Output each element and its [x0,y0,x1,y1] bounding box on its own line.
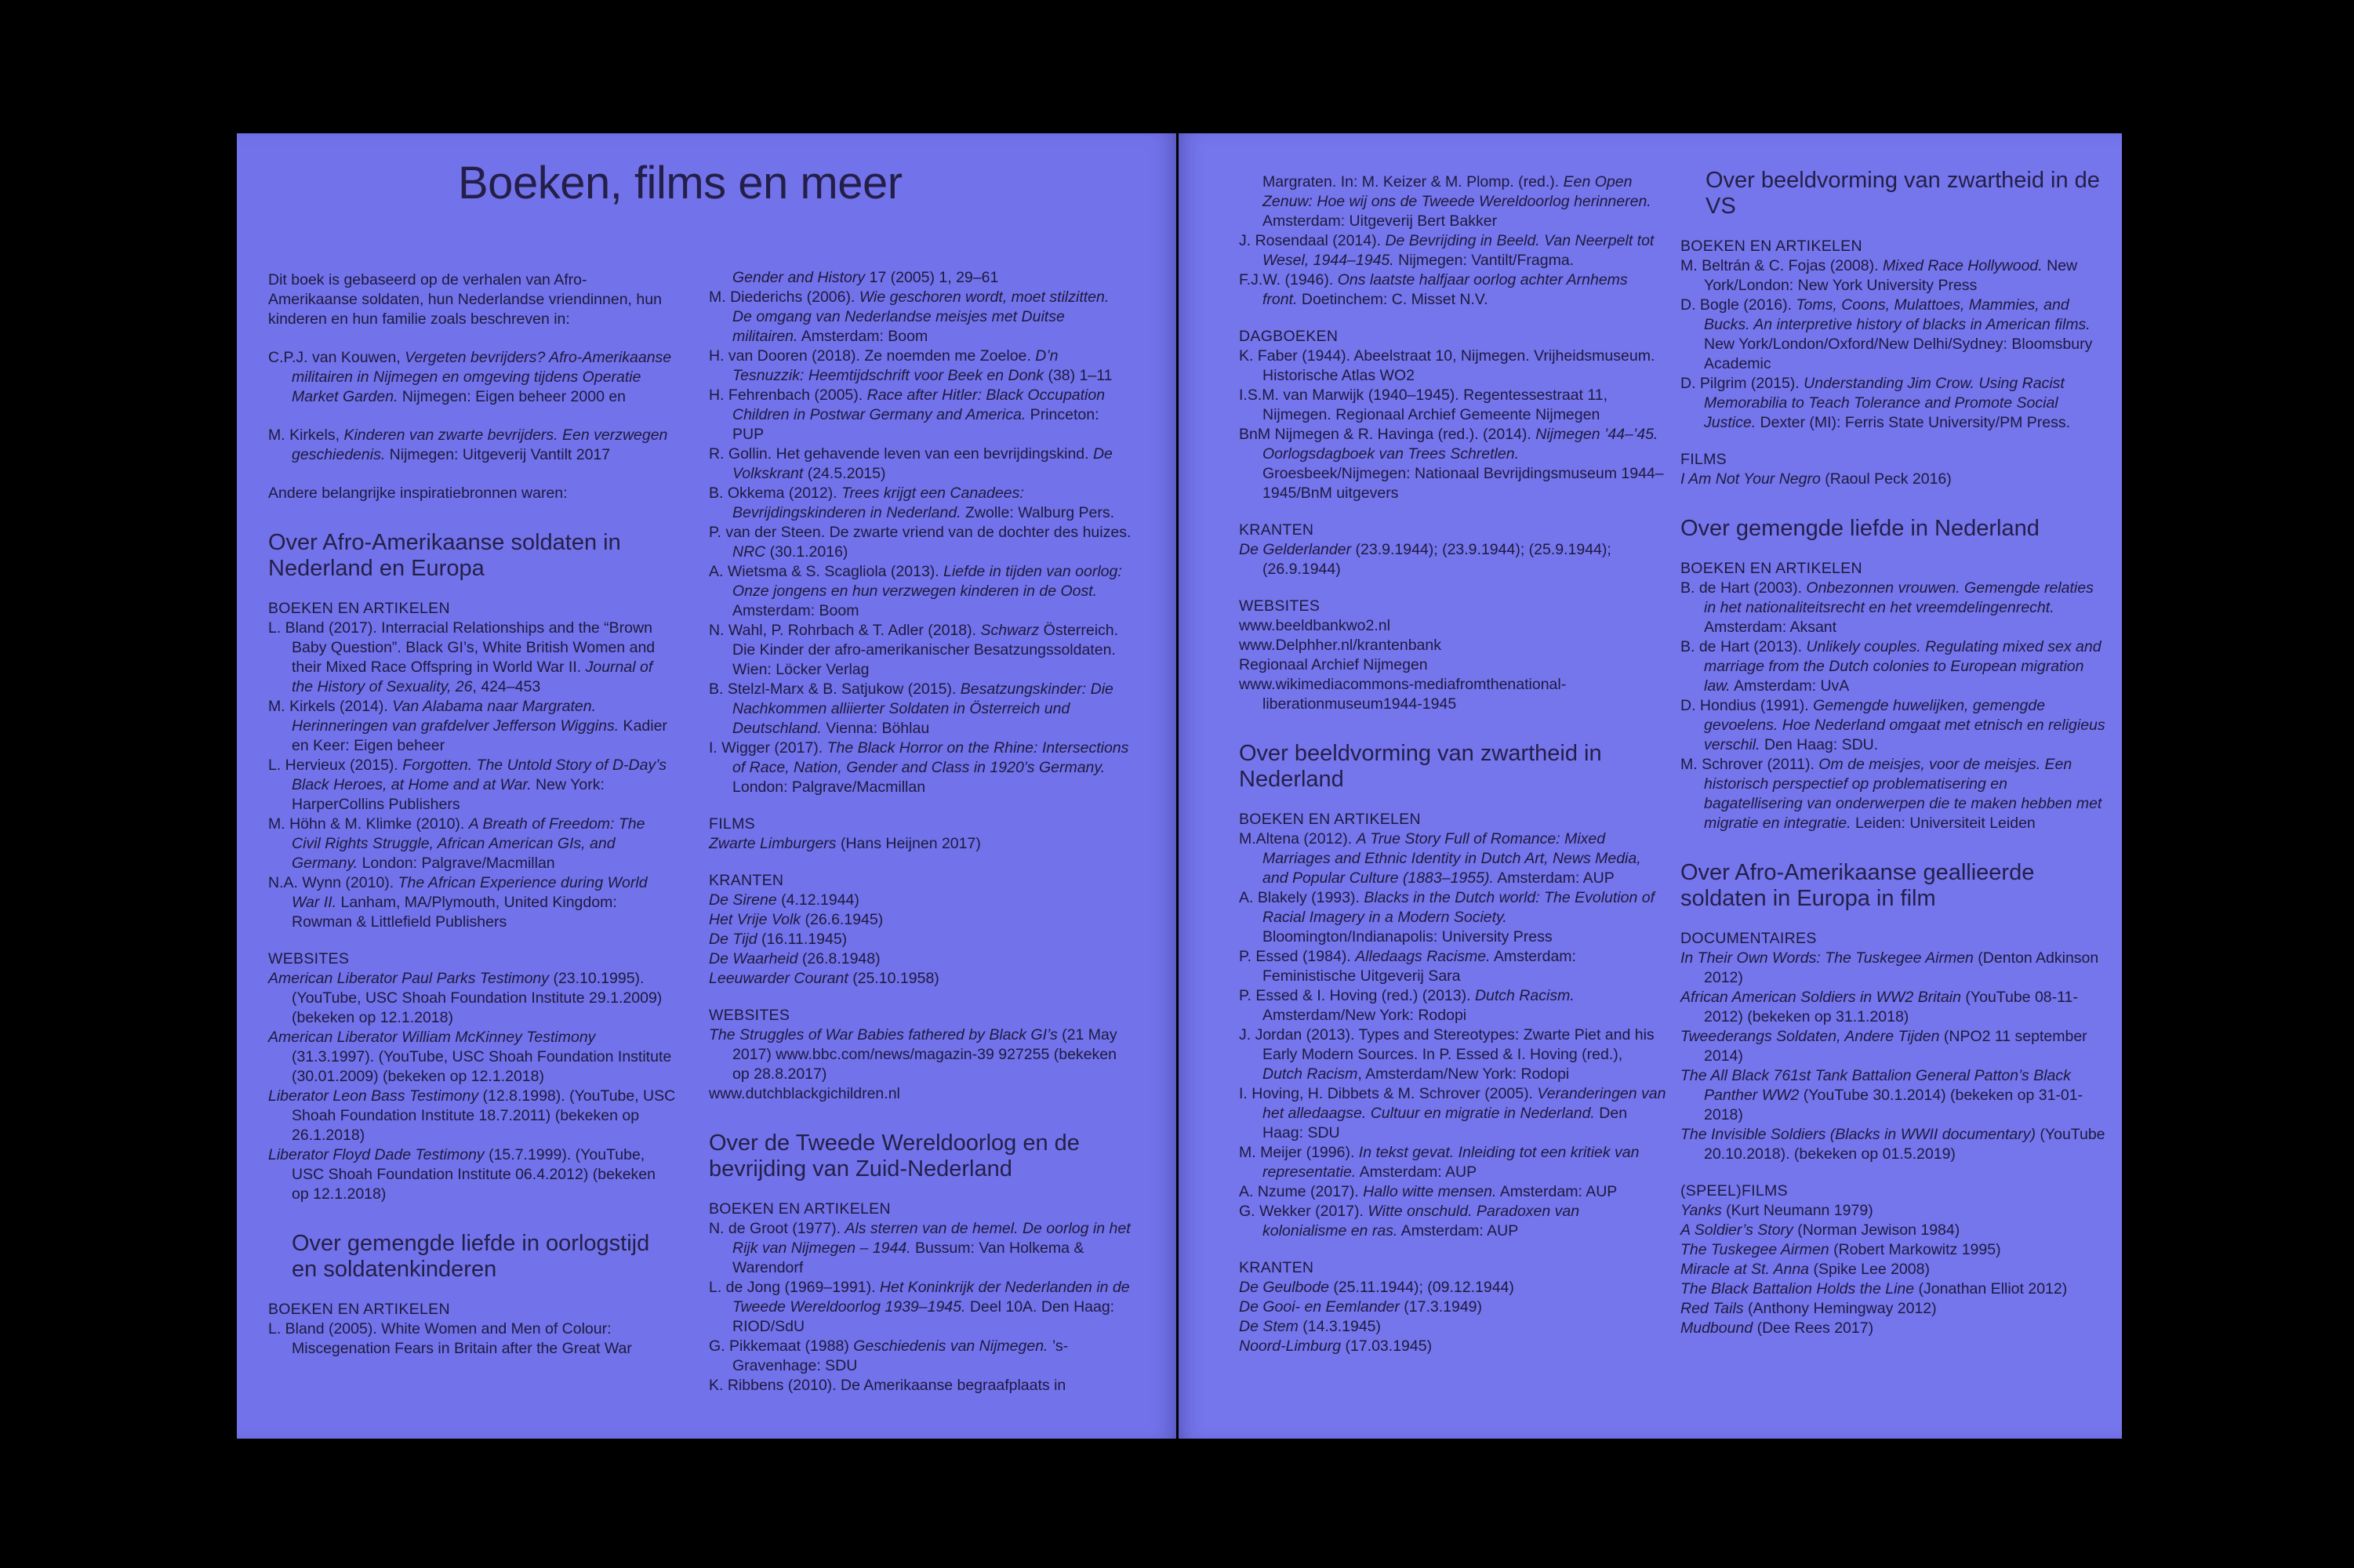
page-title: Boeken, films en meer [458,158,903,209]
left-page [237,133,1176,1439]
bib-entry: M. Schrover (2011). Om de meisjes, voor de meisjes. Een historisch perspectief op problematisering en bagatellisering van onderwerpen die te maken hebben met migratie en integratie. Leiden: Universiteit Leiden [1680,756,2102,832]
bib-entry: M. Beltrán & C. Fojas (2008). Mixed Race Hollywood. New York/London: New York University Press [1680,257,2078,294]
bib-entry: K. Ribbens (2010). De Amerikaanse begraafplaats in [709,1377,1066,1394]
bib-entry: B. Okkema (2012). Trees krijgt een Canadees: Bevrijdingskinderen in Nederland. Zwolle: Walburg Pers. [709,485,1115,521]
category-label: (SPEEL)FILMS [1680,1182,1788,1200]
web-entry: Regionaal Archief Nijmegen [1239,656,1428,673]
film-entry: Zwarte Limburgers (Hans Heijnen 2017) [709,835,981,852]
bib-entry: P. Essed & I. Hoving (red.) (2013). Dutch Racism. Amsterdam/New York: Rodopi [1239,987,1575,1024]
section-heading: Over gemengde liefde in Nederland [1680,516,2040,541]
bib-entry: F.J.W. (1946). Ons laatste halfjaar oorlog achter Arnhems front. Doetinchem: C. Misset N.V. [1239,271,1628,308]
bib-entry: H. Fehrenbach (2005). Race after Hitler: Black Occupation Children in Postwar Germany and America. Princeton: PUP [709,387,1106,443]
documentary-entry: The All Black 761st Tank Battalion General Patton’s Black Panther WW2 (YouTube 30.1.2014) (bekeken op 31-01-2018) [1680,1067,2083,1123]
category-label: DAGBOEKEN [1239,328,1339,345]
bib-entry: M.Altena (2012). A True Story Full of Romance: Mixed Marriages and Ethnic Identity in Dutch Art, News Media, and Popular Culture (1883–1955). Amsterdam: AUP [1239,830,1641,887]
category-label: FILMS [1680,451,1727,468]
bib-entry: Margraten. In: M. Keizer & M. Plomp. (red.). Een Open Zenuw: Hoe wij ons de Tweede Wereldoorlog herinneren. Amsterdam: Uitgeverij Bert Bakker [1262,173,1651,230]
bib-entry: A. Nzume (2017). Hallo witte mensen. Amsterdam: AUP [1239,1183,1618,1200]
category-label: BOEKEN EN ARTIKELEN [1680,238,1862,255]
category-label: FILMS [709,815,755,833]
bib-entry: L. Hervieux (2015). Forgotten. The Untold Story of D-Day’s Black Heroes, at Home and at War. New York: HarperCollins Publishers [268,757,667,813]
bib-entry: J. Jordan (2013). Types and Stereotypes: Zwarte Piet and his Early Modern Sources. In P. Essed & I. Hoving (red.), Dutch Racism, Amsterdam/New York: Rodopi [1239,1026,1655,1083]
bib-entry: J. Rosendaal (2014). De Bevrijding in Beeld. Van Neerpelt tot Wesel, 1944–1945. Nijmegen: Vantilt/Fragma. [1239,232,1655,269]
bib-entry: G. Wekker (2017). Witte onschuld. Paradoxen van kolonialisme en ras. Amsterdam: AUP [1239,1203,1580,1240]
bib-entry: M. Meijer (1996). In tekst gevat. Inleiding tot een kritiek van representatie. Amsterdam: AUP [1239,1144,1640,1181]
category-label: BOEKEN EN ARTIKELEN [268,1301,450,1318]
category-label: KRANTEN [1239,1259,1314,1276]
right-column-2 [1680,157,2108,1338]
bib-entry: N.A. Wynn (2010). The African Experience during World War II. Lanham, MA/Plymouth, United Kingdom: Rowman & Littlefield Publishers [268,874,648,931]
documentary-entry: In Their Own Words: The Tuskegee Airmen (Denton Adkinson 2012) [1680,949,2099,986]
right-column-1 [1239,172,1666,1356]
web-entry: Liberator Leon Bass Testimony (12.8.1998). (YouTube, USC Shoah Foundation Institute 18.7.2011) (bekeken op 26.1.2018) [268,1087,676,1144]
section-heading: Over beeldvorming van zwartheid in de VS [1706,168,2100,219]
right-page [1179,133,2122,1439]
web-entry: The Struggles of War Babies fathered by Black GI’s (21 May 2017) www.bbc.com/news/magazin-39 927255 (bekeken op 28.8.2017) [709,1026,1117,1083]
bib-entry: L. de Jong (1969–1991). Het Koninkrijk der Nederlanden in de Tweede Wereldoorlog 1939–1945. Deel 10A. Den Haag: RIOD/SdU [709,1279,1130,1335]
category-label: KRANTEN [709,872,784,889]
source-entry: C.P.J. van Kouwen, Vergeten bevrijders? Afro-Amerikaanse militairen in Nijmegen en omgeving tijdens Operatie Market Garden. Nijmegen: Eigen beheer 2000 en [268,349,672,405]
bib-entry: I. Hoving, H. Dibbets & M. Schrover (2005). Veranderingen van het alledaagse. Cultuur en migratie in Nederland. Den Haag: SDU [1239,1085,1666,1142]
bib-entry: N. de Groot (1977). Als sterren van de hemel. De oorlog in het Rijk van Nijmegen – 1944. Bussum: Van Holkema & Warendorf [709,1220,1131,1276]
web-entry: American Liberator William McKinney Testimony (31.3.1997). (YouTube, USC Shoah Foundation Institute (30.01.2009) (bekeken op 12.1.2018) [268,1029,672,1085]
newspaper-entry: De Sirene (4.12.1944) [709,891,859,909]
section-heading: Over de Tweede Wereldoorlog en de bevrijding van Zuid-Nederland [709,1131,1080,1181]
category-label: WEBSITES [709,1007,790,1024]
bib-entry: H. van Dooren (2018). Ze noemden me Zoeloe. D’n Tesnuzzik: Heemtijdschrift voor Beek en Donk (38) 1–11 [709,347,1113,384]
documentary-entry: African American Soldiers in WW2 Britain (YouTube 08-11-2012) (bekeken op 31.1.2018) [1680,989,2078,1025]
diary-entry: K. Faber (1944). Abeelstraat 10, Nijmegen. Vrijheidsmuseum. Historische Atlas WO2 [1239,347,1655,384]
bib-entry: D. Pilgrim (2015). Understanding Jim Crow. Using Racist Memorabilia to Teach Tolerance and Promote Social Justice. Dexter (MI): Ferris State University/PM Press. [1680,375,2071,431]
left-column-1 [268,270,676,1359]
bib-entry: M. Diederichs (2006). Wie geschoren wordt, moet stilzitten. De omgang van Nederlandse meisjes met Duitse militairen. Amsterdam: Boom [709,289,1110,345]
film-entry: Red Tails (Anthony Hemingway 2012) [1680,1300,1937,1317]
category-label: BOEKEN EN ARTIKELEN [268,600,450,617]
section-heading: Over Afro-Amerikaanse geallieerde soldaten in Europa in film [1680,860,2035,911]
section-heading: Over Afro-Amerikaanse soldaten in Nederland en Europa [268,530,621,581]
web-entry: Liberator Floyd Dade Testimony (15.7.1999). (YouTube, USC Shoah Foundation Institute 06.4.2012) (bekeken op 12.1.2018) [268,1146,656,1203]
bib-entry: L. Bland (2005). White Women and Men of Colour: Miscegenation Fears in Britain after the Great War [268,1320,632,1357]
category-label: BOEKEN EN ARTIKELEN [1680,560,1862,577]
category-label: WEBSITES [1239,597,1320,615]
category-label: DOCUMENTAIRES [1680,930,1817,947]
bib-entry: N. Wahl, P. Rohrbach & T. Adler (2018). Schwarz Österreich. Die Kinder der afro-amerikanischer Besatzungssoldaten. Wien: Löcker Verlag [709,622,1119,678]
section-heading: Over beeldvorming van zwartheid in Nederland [1239,741,1602,792]
category-label: BOEKEN EN ARTIKELEN [709,1200,891,1218]
bib-entry: P. van der Steen. De zwarte vriend van de dochter des huizes. NRC (30.1.2016) [709,524,1132,561]
newspaper-entry: Noord-Limburg (17.03.1945) [1239,1338,1433,1355]
other-sources-text: Andere belangrijke inspiratiebronnen waren: [268,485,568,502]
bib-entry: G. Pikkemaat (1988) Geschiedenis van Nijmegen. ’s-Gravenhage: SDU [709,1338,1069,1374]
film-entry: I Am Not Your Negro (Raoul Peck 2016) [1680,470,1952,488]
bib-entry: R. Gollin. Het gehavende leven van een bevrijdingskind. De Volkskrant (24.5.2015) [709,445,1113,482]
film-entry: The Tuskegee Airmen (Robert Markowitz 1995) [1680,1241,2001,1258]
diary-entry: I.S.M. van Marwijk (1940–1945). Regentessestraat 11, Nijmegen. Regionaal Archief Gemeente Nijmegen [1239,387,1608,423]
section-heading: Over gemengde liefde in oorlogstijd en soldatenkinderen [292,1231,650,1282]
newspaper-entry: De Gelderlander (23.9.1944); (23.9.1944); (25.9.1944); (26.9.1944) [1239,541,1611,578]
bib-entry: A. Blakely (1993). Blacks in the Dutch world: The Evolution of Racial Imagery in a Modern Society. Bloomington/Indianapolis: University Press [1239,889,1655,946]
web-entry: www.beeldbankwo2.nl [1239,617,1390,634]
film-entry: A Soldier’s Story (Norman Jewison 1984) [1680,1221,1960,1239]
diary-entry: BnM Nijmegen & R. Havinga (red.). (2014). Nijmegen ’44–’45. Oorlogsdagboek van Trees Schretlen. Groesbeek/Nijmegen: Nationaal Bevrijdingsmuseum 1944–1945/BnM uitgevers [1239,426,1664,502]
source-entry: M. Kirkels, Kinderen van zwarte bevrijders. Een verzwegen geschiedenis. Nijmegen: Uitgeverij Vantilt 2017 [268,426,668,463]
newspaper-entry: De Geulbode (25.11.1944); (09.12.1944) [1239,1279,1514,1296]
intro-text: Dit boek is gebaseerd op de verhalen van Afro-Amerikaanse soldaten, hun Nederlandse vriendinnen, hun kinderen en hun familie zoals beschreven in: [268,271,662,328]
bib-entry: A. Wietsma & S. Scagliola (2013). Liefde in tijden van oorlog: Onze jongens en hun verzwegen kinderen in de Oost. Amsterdam: Boom [709,563,1122,619]
bib-entry: D. Hondius (1991). Gemengde huwelijken, gemengde gevoelens. Hoe Nederland omgaat met etnisch en religieus verschil. Den Haag: SDU. [1680,697,2105,753]
newspaper-entry: De Tijd (16.11.1945) [709,931,848,948]
film-entry: The Black Battalion Holds the Line (Jonathan Elliot 2012) [1680,1280,2068,1298]
newspaper-entry: De Gooi- en Eemlander (17.3.1949) [1239,1298,1483,1316]
web-entry: www.wikimediacommons-mediafromthenational-liberationmuseum1944-1945 [1239,676,1567,713]
newspaper-entry: De Stem (14.3.1945) [1239,1318,1382,1335]
bib-entry: B. Stelzl-Marx & B. Satjukow (2015). Besatzungskinder: Die Nachkommen alliierter Soldaten in Österreich und Deutschland. Vienna: Böhlau [709,681,1113,737]
bib-entry: M. Höhn & M. Klimke (2010). A Breath of Freedom: The Civil Rights Struggle, African American GIs, and Germany. London: Palgrave/Macmillan [268,815,645,872]
category-label: BOEKEN EN ARTIKELEN [1239,811,1421,828]
web-entry: www.dutchblackgichildren.nl [709,1085,900,1102]
bib-entry: P. Essed (1984). Alledaags Racisme. Amsterdam: Feministische Uitgeverij Sara [1239,948,1576,985]
category-label: WEBSITES [268,950,350,967]
web-entry: www.Delphher.nl/krantenbank [1239,637,1441,654]
bib-entry: B. de Hart (2013). Unlikely couples. Regulating mixed sex and marriage from the Dutch colonies to European migration law. Amsterdam: UvA [1680,638,2102,695]
bib-entry: M. Kirkels (2014). Van Alabama naar Margraten. Herinneringen van grafdelver Jefferson Wiggins. Kadier en Keer: Eigen beheer [268,698,667,754]
bib-entry: L. Bland (2017). Interracial Relationships and the “Brown Baby Question”. Black GI’s, White British Women and their Mixed Race Offspring in World War II. Journal of the History of Sexuality, 26, 424–453 [268,619,656,695]
bib-entry: D. Bogle (2016). Toms, Coons, Mulattoes, Mammies, and Bucks. An interpretive history of blacks in American films. New York/London/Oxford/New Delhi/Sydney: Bloomsbury Academic [1680,296,2093,372]
category-label: KRANTEN [1239,521,1314,539]
bib-entry: B. de Hart (2003). Onbezonnen vrouwen. Gemengde relaties in het nationaliteitsrecht en het vreemdelingenrecht. Amsterdam: Aksant [1680,579,2094,636]
film-entry: Mudbound (Dee Rees 2017) [1680,1319,1874,1337]
bib-entry: Gender and History 17 (2005) 1, 29–61 [732,269,999,286]
film-entry: Yanks (Kurt Neumann 1979) [1680,1202,1873,1219]
bib-entry: I. Wigger (2017). The Black Horror on the Rhine: Intersections of Race, Nation, Gender and Class in 1920’s Germany. London: Palgrave/Macmillan [709,739,1129,796]
web-entry: American Liberator Paul Parks Testimony (23.10.1995). (YouTube, USC Shoah Foundation Institute 29.1.2009) (bekeken op 12.1.2018) [268,970,663,1026]
newspaper-entry: De Waarheid (26.8.1948) [709,950,881,967]
documentary-entry: The Invisible Soldiers (Blacks in WWII documentary) (YouTube 20.10.2018). (bekeken op 01.5.2019) [1680,1126,2105,1163]
left-column-2 [709,268,1132,1396]
newspaper-entry: Leeuwarder Courant (25.10.1958) [709,970,939,987]
newspaper-entry: Het Vrije Volk (26.6.1945) [709,911,884,928]
film-entry: Miracle at St. Anna (Spike Lee 2008) [1680,1261,1930,1278]
documentary-entry: Tweederangs Soldaten, Andere Tijden (NPO2 11 september 2014) [1680,1028,2087,1065]
